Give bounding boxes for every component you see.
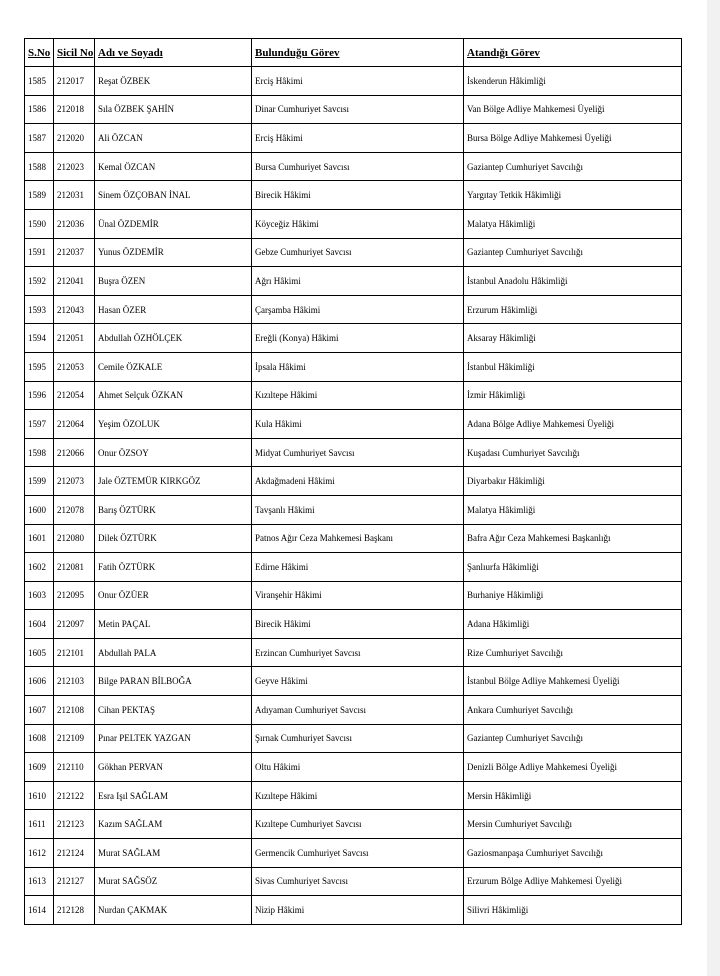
cell-name: Metin PAÇAL: [95, 610, 252, 639]
cell-sicil-no: 212097: [54, 610, 95, 639]
table-row: [25, 324, 682, 353]
cell-sicil-no: 212123: [54, 810, 95, 839]
cell-name: Yeşim ÖZOLUK: [95, 410, 252, 439]
cell-current-post: Bursa Cumhuriyet Savcısı: [252, 152, 464, 181]
cell-name: Ali ÖZCAN: [95, 124, 252, 153]
table-row: [25, 238, 682, 267]
cell-assigned-post: Burhaniye Hâkimliği: [464, 581, 682, 610]
cell-name: Murat SAĞLAM: [95, 839, 252, 868]
cell-sicil-no: 212128: [54, 896, 95, 925]
table-row: [25, 181, 682, 210]
cell-name: Jale ÖZTEMÜR KIRKGÖZ: [95, 467, 252, 496]
cell-assigned-post: Silivri Hâkimliği: [464, 896, 682, 925]
table-row: [25, 867, 682, 896]
cell-sicil-no: 212122: [54, 781, 95, 810]
cell-current-post: Erzincan Cumhuriyet Savcısı: [252, 638, 464, 667]
cell-assigned-post: Kuşadası Cumhuriyet Savcılığı: [464, 438, 682, 467]
cell-assigned-post: Gaziosmanpaşa Cumhuriyet Savcılığı: [464, 839, 682, 868]
cell-assigned-post: Diyarbakır Hâkimliği: [464, 467, 682, 496]
cell-sicil-no: 212108: [54, 696, 95, 725]
cell-sicil-no: 212103: [54, 667, 95, 696]
cell-assigned-post: Bafra Ağır Ceza Mahkemesi Başkanlığı: [464, 524, 682, 553]
cell-sno: 1611: [25, 810, 54, 839]
cell-current-post: Köyceğiz Hâkimi: [252, 209, 464, 238]
cell-assigned-post: Bursa Bölge Adliye Mahkemesi Üyeliği: [464, 124, 682, 153]
cell-assigned-post: Şanlıurfa Hâkimliği: [464, 553, 682, 582]
cell-current-post: Tavşanlı Hâkimi: [252, 495, 464, 524]
cell-sicil-no: 212110: [54, 753, 95, 782]
cell-sicil-no: 212066: [54, 438, 95, 467]
cell-sicil-no: 212043: [54, 295, 95, 324]
cell-name: Onur ÖZSOY: [95, 438, 252, 467]
cell-assigned-post: Gaziantep Cumhuriyet Savcılığı: [464, 238, 682, 267]
table-row: [25, 267, 682, 296]
cell-current-post: Kızıltepe Cumhuriyet Savcısı: [252, 810, 464, 839]
cell-name: Cemile ÖZKALE: [95, 352, 252, 381]
cell-sicil-no: 212124: [54, 839, 95, 868]
cell-current-post: Şırnak Cumhuriyet Savcısı: [252, 724, 464, 753]
cell-sno: 1600: [25, 495, 54, 524]
cell-current-post: Ağrı Hâkimi: [252, 267, 464, 296]
cell-sno: 1592: [25, 267, 54, 296]
cell-name: Gökhan PERVAN: [95, 753, 252, 782]
cell-sicil-no: 212031: [54, 181, 95, 210]
cell-name: Fatih ÖZTÜRK: [95, 553, 252, 582]
cell-sicil-no: 212127: [54, 867, 95, 896]
cell-current-post: Edirne Hâkimi: [252, 553, 464, 582]
cell-name: Sinem ÖZÇOBAN İNAL: [95, 181, 252, 210]
cell-sicil-no: 212023: [54, 152, 95, 181]
cell-current-post: Birecik Hâkimi: [252, 181, 464, 210]
cell-sno: 1608: [25, 724, 54, 753]
cell-assigned-post: Adana Hâkimliği: [464, 610, 682, 639]
cell-sno: 1599: [25, 467, 54, 496]
cell-sno: 1613: [25, 867, 54, 896]
cell-sicil-no: 212020: [54, 124, 95, 153]
table-row: [25, 610, 682, 639]
header-name: Adı ve Soyadı: [95, 39, 252, 67]
cell-current-post: Oltu Hâkimi: [252, 753, 464, 782]
cell-current-post: Dinar Cumhuriyet Savcısı: [252, 95, 464, 124]
cell-assigned-post: İstanbul Hâkimliği: [464, 352, 682, 381]
header-assigned-post: Atandığı Görev: [464, 39, 682, 67]
cell-assigned-post: Yargıtay Tetkik Hâkimliği: [464, 181, 682, 210]
cell-name: Onur ÖZÜER: [95, 581, 252, 610]
cell-name: Cihan PEKTAŞ: [95, 696, 252, 725]
cell-name: Ünal ÖZDEMİR: [95, 209, 252, 238]
cell-sicil-no: 212041: [54, 267, 95, 296]
table-row: [25, 410, 682, 439]
cell-sno: 1607: [25, 696, 54, 725]
cell-current-post: Gebze Cumhuriyet Savcısı: [252, 238, 464, 267]
cell-name: Hasan ÖZER: [95, 295, 252, 324]
table-row: [25, 438, 682, 467]
cell-sicil-no: 212078: [54, 495, 95, 524]
cell-current-post: Germencik Cumhuriyet Savcısı: [252, 839, 464, 868]
cell-current-post: Viranşehir Hâkimi: [252, 581, 464, 610]
header-sicil-no: Sicil No: [54, 39, 95, 67]
table-row: [25, 295, 682, 324]
cell-current-post: Patnos Ağır Ceza Mahkemesi Başkanı: [252, 524, 464, 553]
table-body: [25, 67, 682, 925]
cell-name: Kemal ÖZCAN: [95, 152, 252, 181]
cell-current-post: Erciş Hâkimi: [252, 67, 464, 96]
cell-sno: 1591: [25, 238, 54, 267]
table-row: [25, 896, 682, 925]
cell-assigned-post: Rize Cumhuriyet Savcılığı: [464, 638, 682, 667]
cell-sno: 1606: [25, 667, 54, 696]
cell-current-post: Birecik Hâkimi: [252, 610, 464, 639]
header-current-post: Bulunduğu Görev: [252, 39, 464, 67]
cell-name: Murat SAĞSÖZ: [95, 867, 252, 896]
header-sno: S.No: [25, 39, 54, 67]
cell-current-post: Geyve Hâkimi: [252, 667, 464, 696]
cell-assigned-post: Adana Bölge Adliye Mahkemesi Üyeliği: [464, 410, 682, 439]
table-row: [25, 381, 682, 410]
table-row: [25, 553, 682, 582]
table-row: [25, 581, 682, 610]
page-edge-strip: [707, 0, 720, 976]
cell-current-post: İpsala Hâkimi: [252, 352, 464, 381]
cell-assigned-post: İzmir Hâkimliği: [464, 381, 682, 410]
cell-sno: 1609: [25, 753, 54, 782]
table-row: [25, 495, 682, 524]
cell-sno: 1603: [25, 581, 54, 610]
cell-sicil-no: 212080: [54, 524, 95, 553]
cell-sno: 1590: [25, 209, 54, 238]
cell-assigned-post: Mersin Hâkimliği: [464, 781, 682, 810]
cell-assigned-post: Gaziantep Cumhuriyet Savcılığı: [464, 152, 682, 181]
cell-assigned-post: İskenderun Hâkimliği: [464, 67, 682, 96]
table-row: [25, 209, 682, 238]
table-row: [25, 124, 682, 153]
table-row: [25, 95, 682, 124]
cell-sno: 1593: [25, 295, 54, 324]
cell-name: Reşat ÖZBEK: [95, 67, 252, 96]
cell-sno: 1585: [25, 67, 54, 96]
table-row: [25, 696, 682, 725]
cell-name: Bilge PARAN BİLBOĞA: [95, 667, 252, 696]
cell-current-post: Kızıltepe Hâkimi: [252, 381, 464, 410]
cell-name: Nurdan ÇAKMAK: [95, 896, 252, 925]
cell-sno: 1614: [25, 896, 54, 925]
cell-sno: 1602: [25, 553, 54, 582]
cell-sno: 1605: [25, 638, 54, 667]
cell-sicil-no: 212017: [54, 67, 95, 96]
cell-sno: 1586: [25, 95, 54, 124]
cell-sicil-no: 212036: [54, 209, 95, 238]
cell-current-post: Nizip Hâkimi: [252, 896, 464, 925]
cell-assigned-post: Mersin Cumhuriyet Savcılığı: [464, 810, 682, 839]
cell-sicil-no: 212095: [54, 581, 95, 610]
table-row: [25, 524, 682, 553]
assignment-table: [24, 38, 682, 925]
cell-sicil-no: 212037: [54, 238, 95, 267]
table-row: [25, 753, 682, 782]
cell-sicil-no: 212018: [54, 95, 95, 124]
cell-sno: 1594: [25, 324, 54, 353]
cell-assigned-post: Gaziantep Cumhuriyet Savcılığı: [464, 724, 682, 753]
cell-sicil-no: 212053: [54, 352, 95, 381]
cell-name: Sıla ÖZBEK ŞAHİN: [95, 95, 252, 124]
cell-sno: 1596: [25, 381, 54, 410]
cell-name: Abdullah PALA: [95, 638, 252, 667]
cell-name: Ahmet Selçuk ÖZKAN: [95, 381, 252, 410]
cell-current-post: Çarşamba Hâkimi: [252, 295, 464, 324]
cell-sno: 1588: [25, 152, 54, 181]
cell-sicil-no: 212073: [54, 467, 95, 496]
cell-assigned-post: Malatya Hâkimliği: [464, 495, 682, 524]
table-row: [25, 467, 682, 496]
cell-assigned-post: İstanbul Anadolu Hâkimliği: [464, 267, 682, 296]
table-row: [25, 839, 682, 868]
table-row: [25, 724, 682, 753]
table-row: [25, 352, 682, 381]
cell-name: Yunus ÖZDEMİR: [95, 238, 252, 267]
cell-assigned-post: Aksaray Hâkimliği: [464, 324, 682, 353]
cell-sno: 1610: [25, 781, 54, 810]
table-row: [25, 810, 682, 839]
cell-assigned-post: Ankara Cumhuriyet Savcılığı: [464, 696, 682, 725]
cell-sno: 1587: [25, 124, 54, 153]
cell-assigned-post: Erzurum Bölge Adliye Mahkemesi Üyeliği: [464, 867, 682, 896]
cell-name: Abdullah ÖZHÖLÇEK: [95, 324, 252, 353]
table-row: [25, 67, 682, 96]
cell-sicil-no: 212101: [54, 638, 95, 667]
cell-sno: 1597: [25, 410, 54, 439]
cell-current-post: Akdağmadeni Hâkimi: [252, 467, 464, 496]
table-row: [25, 152, 682, 181]
cell-assigned-post: İstanbul Bölge Adliye Mahkemesi Üyeliği: [464, 667, 682, 696]
table-header-row: [25, 39, 682, 67]
cell-current-post: Kızıltepe Hâkimi: [252, 781, 464, 810]
cell-name: Barış ÖZTÜRK: [95, 495, 252, 524]
cell-name: Buşra ÖZEN: [95, 267, 252, 296]
cell-assigned-post: Erzurum Hâkimliği: [464, 295, 682, 324]
cell-sicil-no: 212109: [54, 724, 95, 753]
table-row: [25, 638, 682, 667]
cell-name: Esra Işıl SAĞLAM: [95, 781, 252, 810]
cell-sicil-no: 212051: [54, 324, 95, 353]
cell-sno: 1598: [25, 438, 54, 467]
cell-name: Pınar PELTEK YAZGAN: [95, 724, 252, 753]
cell-current-post: Sivas Cumhuriyet Savcısı: [252, 867, 464, 896]
cell-sicil-no: 212081: [54, 553, 95, 582]
cell-current-post: Adıyaman Cumhuriyet Savcısı: [252, 696, 464, 725]
table-row: [25, 781, 682, 810]
cell-name: Kazım SAĞLAM: [95, 810, 252, 839]
cell-current-post: Erciş Hâkimi: [252, 124, 464, 153]
cell-sicil-no: 212064: [54, 410, 95, 439]
cell-sno: 1589: [25, 181, 54, 210]
cell-sno: 1601: [25, 524, 54, 553]
cell-current-post: Midyat Cumhuriyet Savcısı: [252, 438, 464, 467]
cell-current-post: Kula Hâkimi: [252, 410, 464, 439]
cell-assigned-post: Van Bölge Adliye Mahkemesi Üyeliği: [464, 95, 682, 124]
cell-sno: 1604: [25, 610, 54, 639]
cell-name: Dilek ÖZTÜRK: [95, 524, 252, 553]
cell-sno: 1612: [25, 839, 54, 868]
cell-sno: 1595: [25, 352, 54, 381]
cell-assigned-post: Malatya Hâkimliği: [464, 209, 682, 238]
cell-sicil-no: 212054: [54, 381, 95, 410]
cell-current-post: Ereğli (Konya) Hâkimi: [252, 324, 464, 353]
table-row: [25, 667, 682, 696]
cell-assigned-post: Denizli Bölge Adliye Mahkemesi Üyeliği: [464, 753, 682, 782]
